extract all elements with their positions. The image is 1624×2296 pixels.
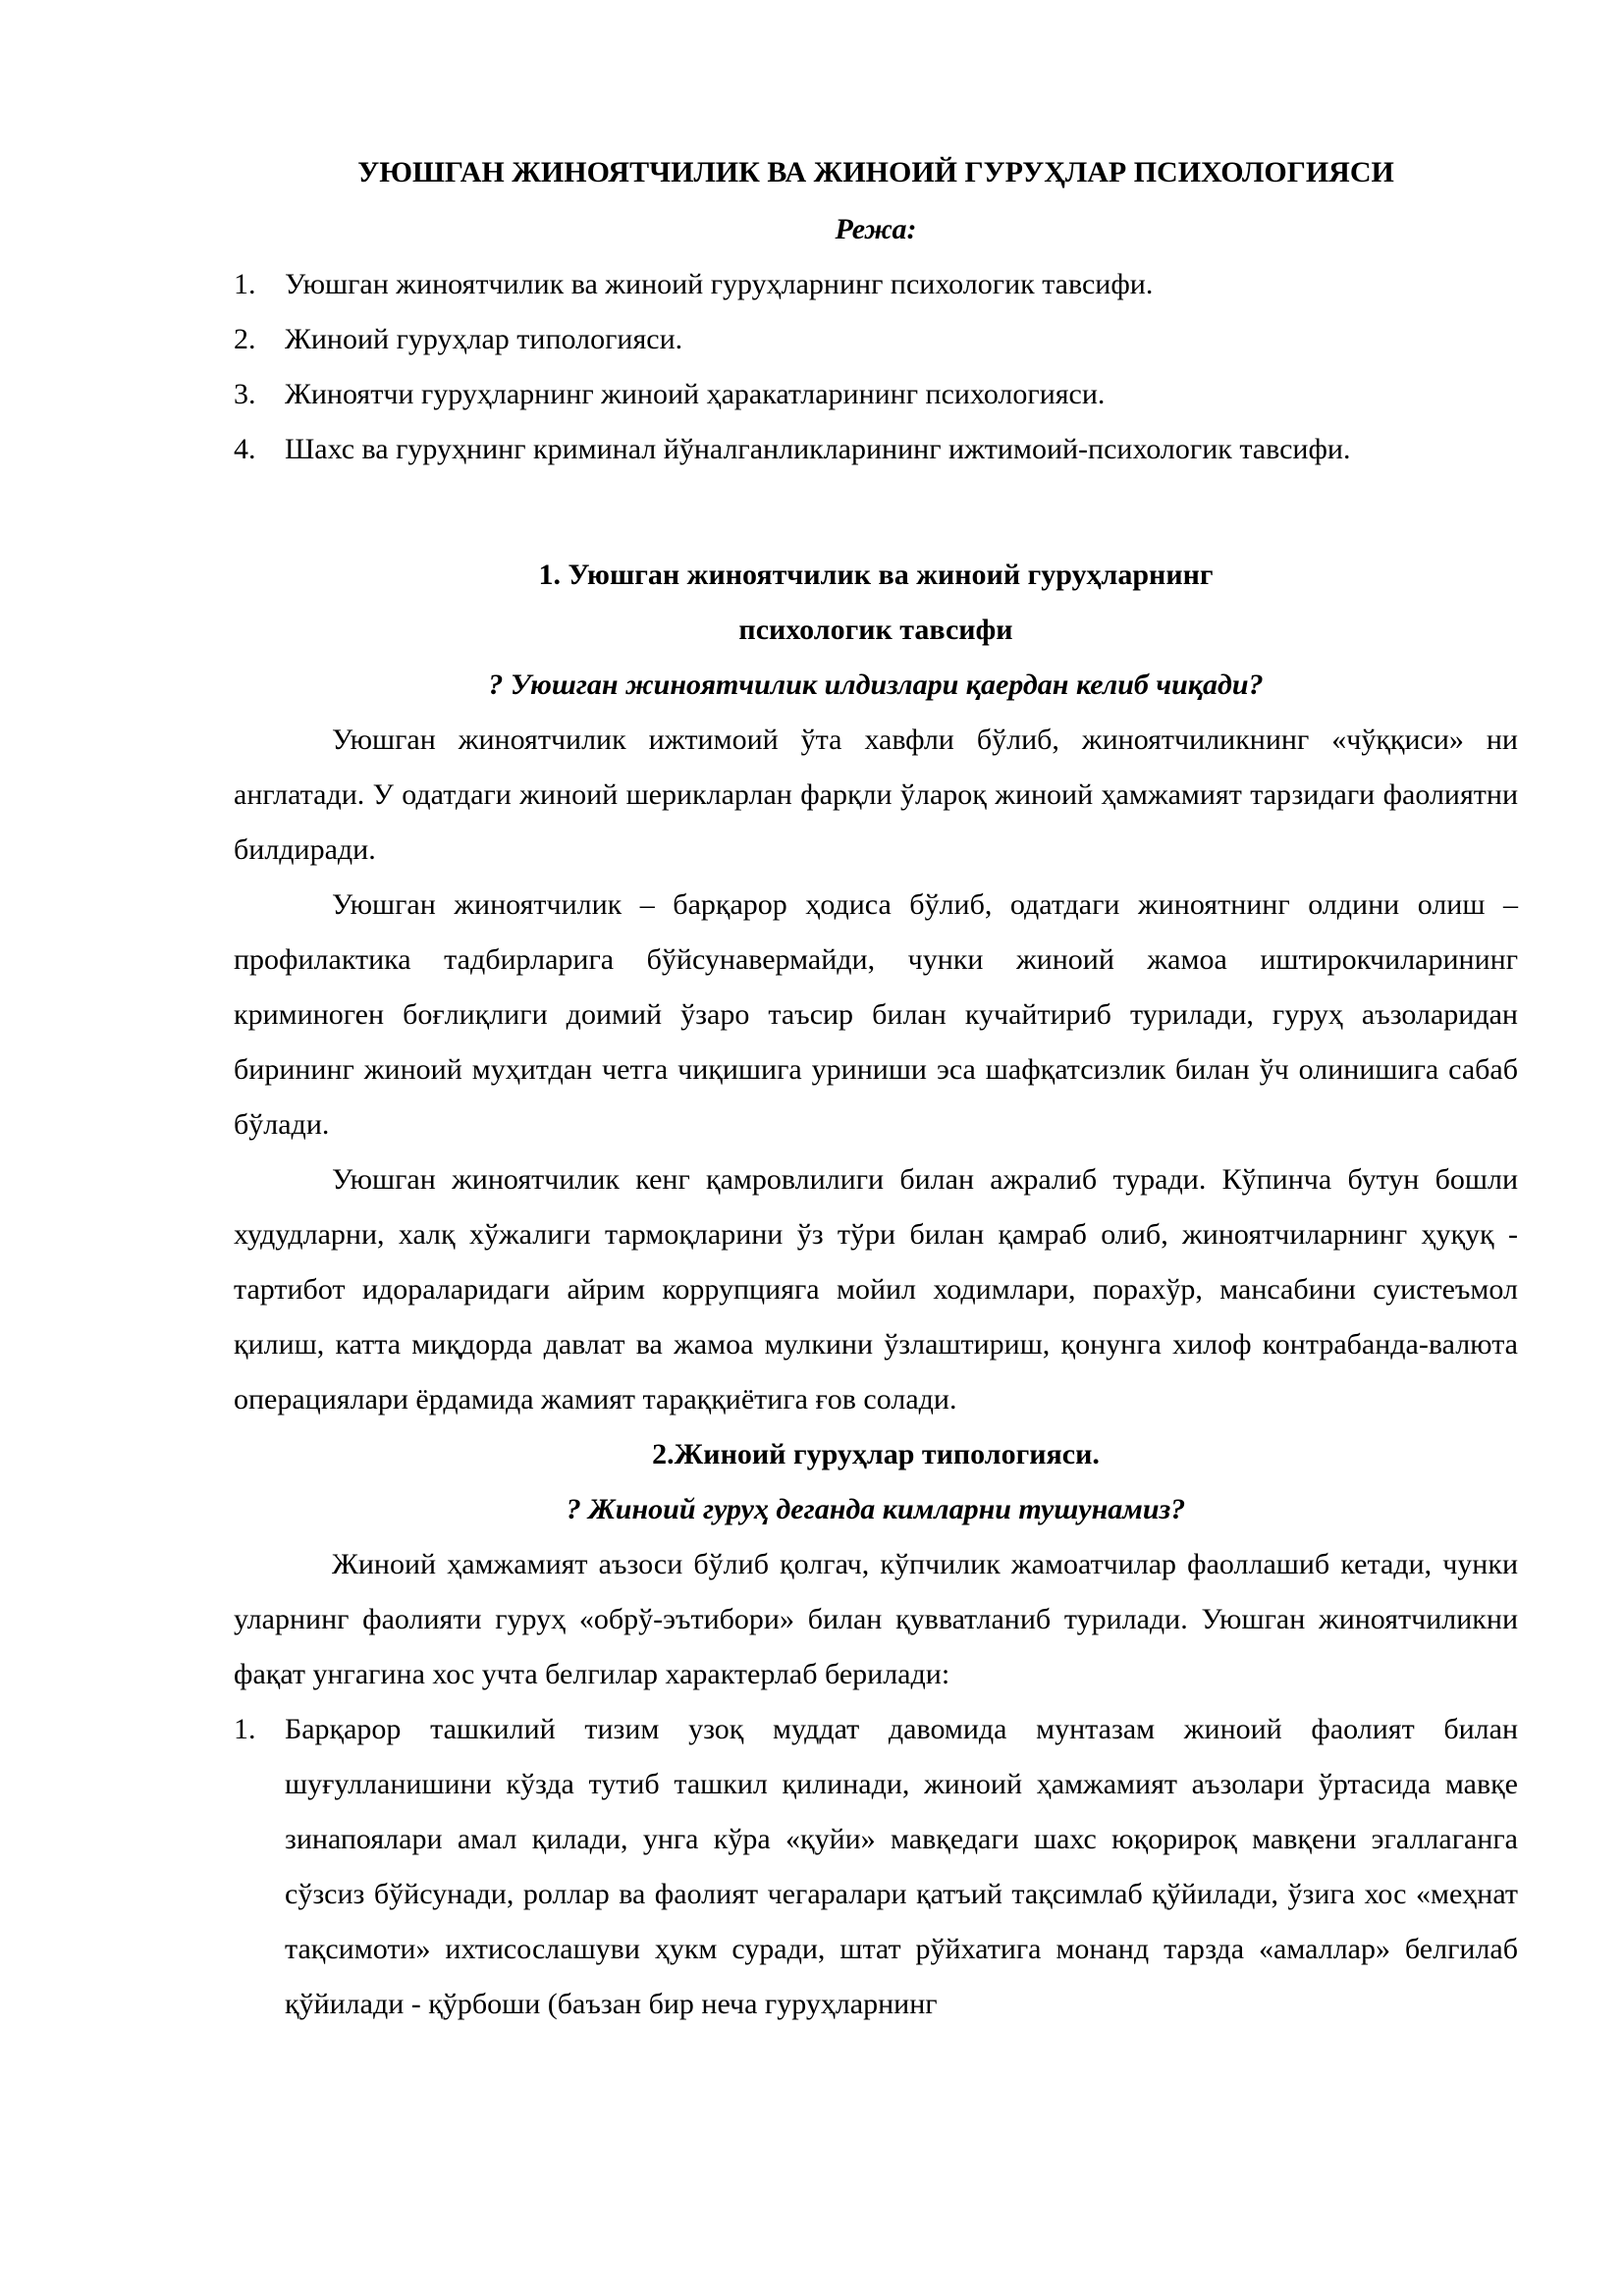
- section-spacer: [234, 477, 1518, 548]
- plan-item-text: Шахс ва гуруҳнинг криминал йўналганликларининг ижтимоий-психологик тавсифи.: [285, 433, 1351, 465]
- section1-heading-line1: 1. Уюшган жиноятчилик ва жиноий гуруҳларнинг: [538, 559, 1214, 591]
- feature-list: [234, 1702, 1518, 2032]
- body-paragraph: Жиноий ҳамжамият аъзоси бўлиб қолгач, кўпчилик жамоатчилар фаоллашиб кетади, чунки уларнинг фаолияти гуруҳ «обрў-эътибори» билан қувватланиб турилади. Уюшган жиноятчиликни фақат унгагина хос учта белгилар характерлаб берилади:: [234, 1548, 1518, 1690]
- body-paragraph: Уюшган жиноятчилик ижтимоий ўта хавфли бўлиб, жиноятчиликнинг «чўққиси» ни англатади. У одатдаги жиноий шерикларлан фарқли ўлароқ жиноий ҳамжамият тарзидаги фаолиятни билдиради.: [234, 723, 1518, 866]
- section1-heading-line2: психологик тавсифи: [738, 614, 1013, 646]
- plan-item: [234, 312, 1518, 367]
- feature-item: [234, 1702, 1518, 2032]
- plan-item-text: Уюшган жиноятчилик ва жиноий гуруҳларнинг психологик тавсифи.: [285, 268, 1154, 300]
- feature-item-number: 1.: [234, 1713, 256, 1745]
- body-paragraph: Уюшган жиноятчилик – барқарор ҳодиса бўлиб, одатдаги жиноятнинг олдини олиш – профилактика тадбирларига бўйсунавермайди, чунки жиноий жамоа иштирокчиларининг криминоген боғлиқлиги доимий ўзаро таъсир билан кучайтириб турилади, гуруҳ аъзоларидан бирининг жиноий муҳитдан четга чиқишига уриниши эса шафқатсизлик билан ўч олинишига сабаб бўлади.: [234, 888, 1518, 1141]
- plan-item-number: 4.: [234, 433, 256, 465]
- document-body: [234, 145, 1518, 2032]
- plan-item-number: 2.: [234, 323, 256, 355]
- document-title: УЮШГАН ЖИНОЯТЧИЛИК ВА ЖИНОИЙ ГУРУҲЛАР ПСИХОЛОГИЯСИ: [357, 156, 1394, 188]
- body-paragraph: Уюшган жиноятчилик кенг қамровлилиги билан ажралиб туради. Кўпинча бутун бошли худудларни, халқ хўжалиги тармоқларини ўз тўри билан қамраб олиб, жиноятчиларнинг ҳуқуқ - тартибот идораларидаги айрим коррупцияга мойил ходимлари, порахўр, мансабини суистеъмол қилиш, катта миқдорда давлат ва жамоа мулкини ўзлаштириш, қонунга хилоф контрабанда-валюта операциялари ёрдамида жамият тараққиётига ғов солади.: [234, 1163, 1518, 1415]
- section2-question: ? Жиноий гуруҳ деганда кимларни тушунамиз?: [566, 1493, 1186, 1525]
- plan-item: [234, 422, 1518, 477]
- plan-item: [234, 257, 1518, 312]
- plan-item-number: 3.: [234, 378, 256, 410]
- plan-label: Режа:: [835, 213, 917, 245]
- plan-list: [234, 257, 1518, 477]
- plan-item-text: Жиноий гуруҳлар типологияси.: [285, 323, 683, 355]
- feature-item-text: Барқарор ташкилий тизим узоқ муддат давомида мунтазам жиноий фаолият билан шуғулланишини кўзда тутиб ташкил қилинади, жиноий ҳамжамият аъзолари ўртасида мавқе зинапоялари амал қилади, унга кўра «қуйи» мавқедаги шахс юқорироқ мавқени эгаллаганга сўзсиз бўйсунади, роллар ва фаолият чегаралари қатъий тақсимлаб қўйилади, ўзига хос «меҳнат тақсимоти» ихтисослашуви ҳукм суради, штат рўйхатига монанд тарзда «амаллар» белгилаб қўйилади - қўрбоши (баъзан бир неча гуруҳларнинг: [285, 1713, 1518, 2020]
- plan-item-text: Жиноятчи гуруҳларнинг жиноий ҳаракатларининг психологияси.: [285, 378, 1106, 410]
- section2-heading: 2.Жиноий гуруҳлар типологияси.: [652, 1438, 1100, 1470]
- plan-item: [234, 367, 1518, 422]
- section1-question: ? Уюшган жиноятчилик илдизлари қаердан келиб чиқади?: [488, 668, 1264, 701]
- plan-item-number: 1.: [234, 268, 256, 300]
